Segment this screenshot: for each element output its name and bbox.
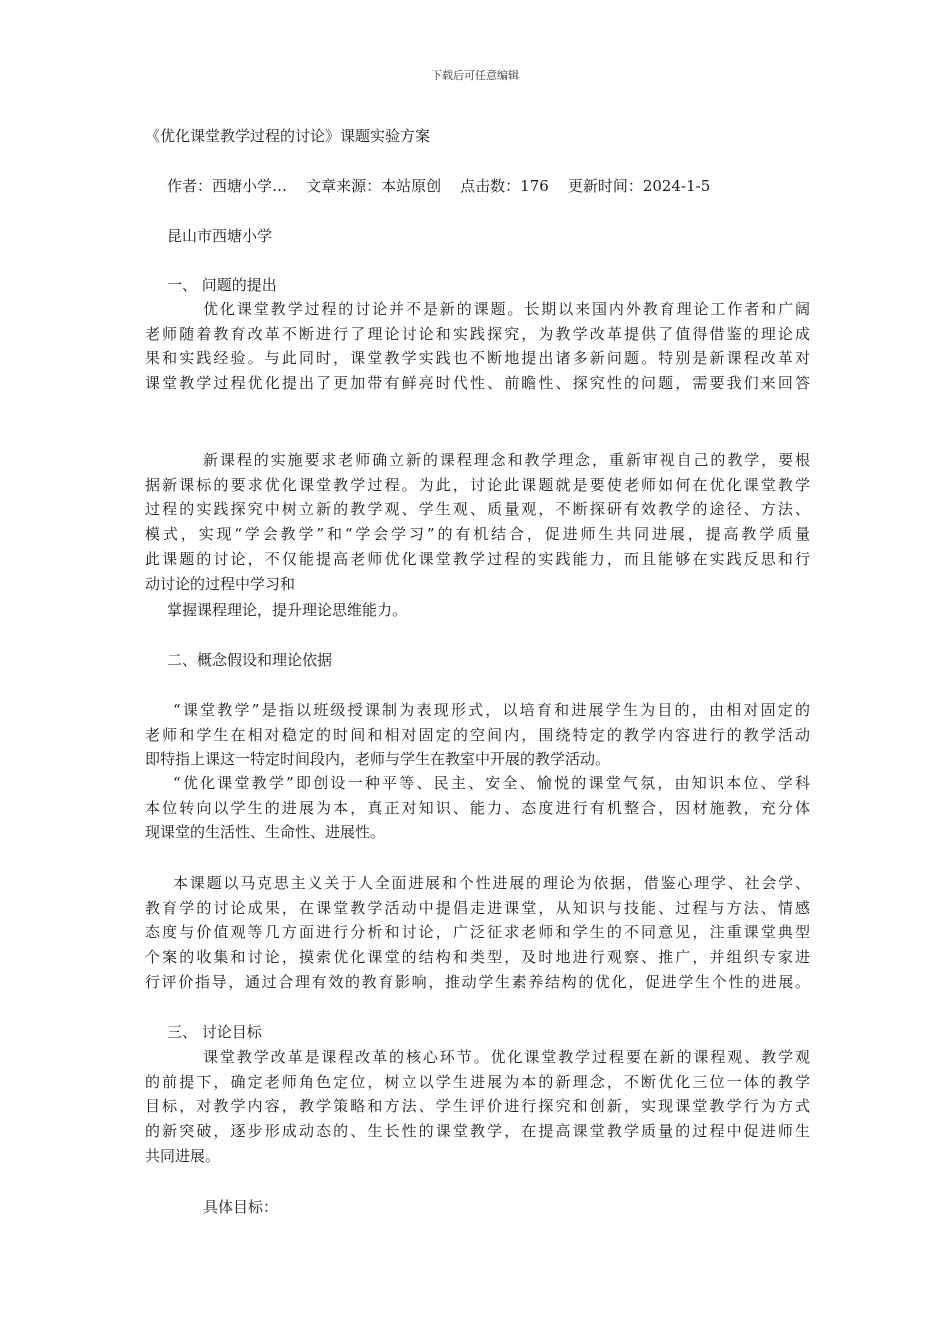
paragraph-line: 现课堂的生活性、生命性、进展性。 xyxy=(145,823,386,842)
paragraph-line: “课堂教学”是指以班级授课制为表现形式，以培育和进展学生为目的，由相对固定的 xyxy=(173,701,810,719)
paragraph-line: 态度与价值观等几方面进行分析和讨论，广泛征求老师和学生的不同意见，注重课堂典型 xyxy=(145,923,810,942)
section-2-paragraph-1 xyxy=(145,698,810,772)
paragraph-line: 本课题以马克思主义关于人全面进展和个性进展的理论为依据，借鉴心理学、社会学、 xyxy=(173,874,810,892)
page-header: 下载后可任意编辑 xyxy=(431,69,519,82)
section-1-heading: 一、 问题的提出 xyxy=(167,276,277,294)
paragraph-line: 个案的收集和讨论，摸索优化课堂的结构和类型，及时地进行观察、推广，并组织专家进 xyxy=(145,948,810,967)
paragraph-line: 此课题的讨论，不仅能提高老师优化课堂教学过程的实践能力，而且能够在实践反思和行 xyxy=(145,549,810,568)
school-name: 昆山市西塘小学 xyxy=(167,227,273,245)
paragraph-line: 模式，实现“学会教学”和“学会学习”的有机结合，促进师生共同进展，提高教学质量 xyxy=(145,525,810,544)
section-2-heading: 二、概念假设和理论依据 xyxy=(167,651,333,669)
paragraph-line: 目标，对教学内容，教学策略和方法、学生评价进行探究和创新，实现课堂教学行为方式 xyxy=(145,1097,810,1116)
document-title: 《优化课堂教学过程的讨论》课题实验方案 xyxy=(145,127,431,145)
paragraph-line: 本位转向以学生的进展为本，真正对知识、能力、态度进行有机整合，因材施教，充分体 xyxy=(145,798,810,817)
section-1-paragraph-3: 掌握课程理论，提升理论思维能力。 xyxy=(167,601,408,619)
paragraph-line: 共同进展。 xyxy=(145,1146,221,1165)
paragraph-line: “优化课堂教学”即创设一种平等、民主、安全、愉悦的课堂气氛，由知识本位、学科 xyxy=(173,774,810,792)
section-1-paragraph-1 xyxy=(145,297,810,396)
paragraph-line: 新课程的实施要求老师确立新的课程理念和教学理念，重新审视自己的教学，要根 xyxy=(203,451,810,469)
article-meta: 作者：西塘小学… 文章来源：本站原创 点击数：176 更新时间：2024-1-5 xyxy=(167,177,711,195)
paragraph-line: 的前提下，确定老师角色定位，树立以学生进展为本的新理念，不断优化三位一体的教学 xyxy=(145,1072,810,1091)
paragraph-line: 据新课标的要求优化课堂教学过程。为此，讨论此课题就是要使老师如何在优化课堂教学 xyxy=(145,475,810,494)
paragraph-line: 动讨论的过程中学习和 xyxy=(145,574,296,593)
paragraph-line: 课堂教学改革是课程改革的核心环节。优化课堂教学过程要在新的课程观、教学观 xyxy=(203,1048,810,1066)
paragraph-line: 行评价指导，通过合理有效的教育影响，推动学生素养结构的优化，促进学生个性的进展。 xyxy=(145,972,810,991)
paragraph-line: 果和实践经验。与此同时，课堂教学实践也不断地提出诸多新问题。特别是新课程改革对 xyxy=(145,349,810,368)
section-2-paragraph-2 xyxy=(145,771,810,845)
paragraph-line: 即特指上课这一特定时间段内，老师与学生在教室中开展的教学活动。 xyxy=(145,750,611,769)
paragraph-line: 老师随着教育改革不断进行了理论讨论和实践探究，为教学改革提供了值得借鉴的理论成 xyxy=(145,324,810,343)
paragraph-line: 优化课堂教学过程的讨论并不是新的课题。长期以来国内外教育理论工作者和广阔 xyxy=(203,300,810,318)
paragraph-line: 课堂教学过程优化提出了更加带有鲜亮时代性、前瞻性、探究性的问题，需要我们来回答 xyxy=(145,374,810,393)
paragraph-line: 的新突破，逐步形成动态的、生长性的课堂教学，在提高课堂教学质量的过程中促进师生 xyxy=(145,1122,810,1141)
paragraph-line: 过程的实践探究中树立新的教学观、学生观、质量观，不断探研有效教学的途径、方法、 xyxy=(145,500,810,519)
section-3-heading: 三、 讨论目标 xyxy=(167,1023,262,1041)
section-1-paragraph-2 xyxy=(145,448,810,596)
paragraph-line: 老师和学生在相对稳定的时间和相对固定的空间内，围绕特定的教学内容进行的教学活动 xyxy=(145,725,810,744)
section-3-paragraph-2: 具体目标： xyxy=(203,1198,279,1216)
section-3-paragraph-1 xyxy=(145,1045,810,1169)
paragraph-line: 教育学的讨论成果，在课堂教学活动中提倡走进课堂，从知识与技能、过程与方法、情感 xyxy=(145,898,810,917)
section-2-paragraph-3 xyxy=(145,871,810,995)
